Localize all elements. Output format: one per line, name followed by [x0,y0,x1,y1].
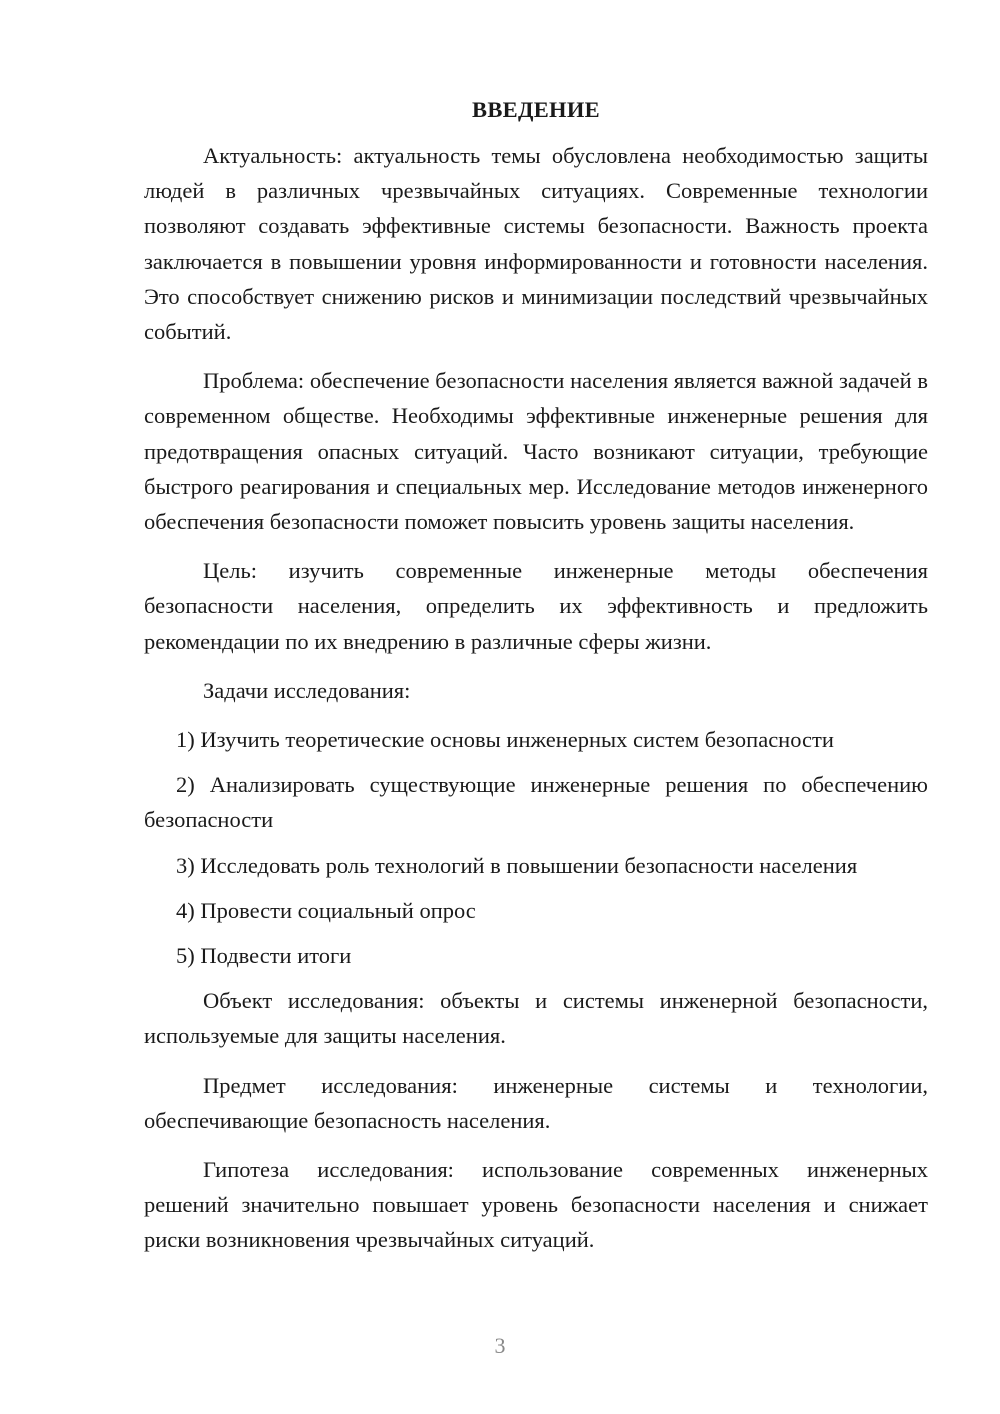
goal-paragraph: Цель: изучить современные инженерные методы обеспечения безопасности населения, определить их эффективность и предложить рекомендации по их внедрению в различные сферы жизни. [144,558,928,654]
hypothesis-paragraph: Гипотеза исследования: использование современных инженерных решений значительно повышает уровень безопасности населения и снижает риски возникновения чрезвычайных ситуаций. [144,1157,928,1253]
task-item: 3) Исследовать роль технологий в повышении безопасности населения [176,852,858,878]
tasks-heading: Задачи исследования: [203,677,411,703]
problem-paragraph: Проблема: обеспечение безопасности населения является важной задачей в современном обществе. Необходимы эффективные инженерные решения для предотвращения опасных ситуаций. Часто возникают ситуации, требующие быстрого реагирования и специальных мер. Исследование методов инженерного обеспечения безопасности поможет повысить уровень защиты населения. [144,368,928,535]
object-paragraph: Объект исследования: объекты и системы инженерной безопасности, используемые для защиты населения. [144,988,928,1049]
subject-paragraph: Предмет исследования: инженерные системы и технологии, обеспечивающие безопасность населения. [144,1072,928,1133]
task-item: 5) Подвести итоги [176,943,352,969]
relevance-paragraph: Актуальность: актуальность темы обусловлена необходимостью защиты людей в различных чрезвычайных ситуациях. Современные технологии позволяют создавать эффективные системы безопасности. Важность проекта заключается в повышении уровня информированности и готовности населения. Это способствует снижению рисков и минимизации последствий чрезвычайных событий. [144,143,928,345]
page-content [144,96,928,1272]
page-number: 3 [494,1333,506,1358]
tasks-list [144,722,928,973]
task-item: 1) Изучить теоретические основы инженерных систем безопасности [176,727,834,753]
task-item: 4) Провести социальный опрос [176,897,476,923]
task-item: 2) Анализировать существующие инженерные решения по обеспечению безопасности [144,772,928,833]
page-title: ВВЕДЕНИЕ [472,97,600,122]
